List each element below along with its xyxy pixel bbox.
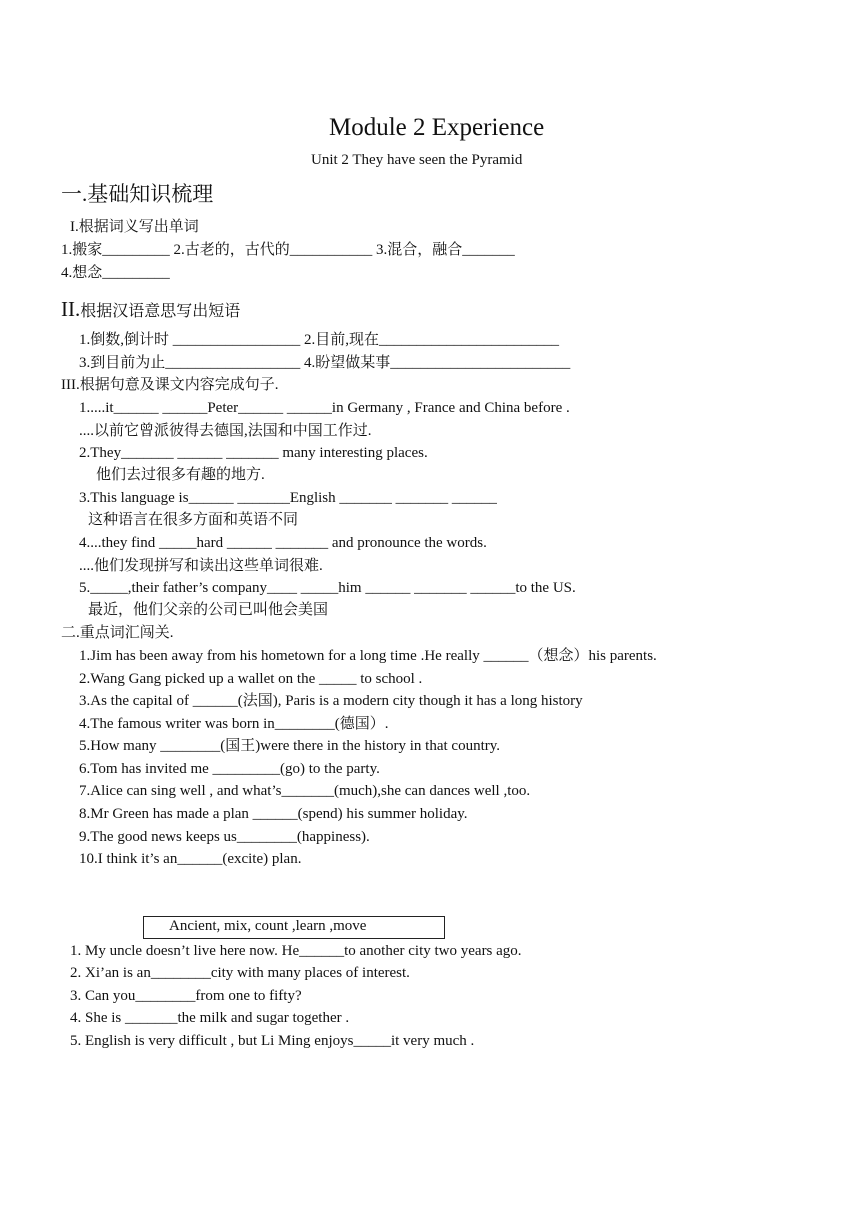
part3-line: 3.This language is______ _______English _______ _______ ______ bbox=[79, 490, 497, 506]
part3-line: 5._____,their father’s company____ _____him ______ _______ ______to the US. bbox=[79, 580, 576, 596]
part3-line: 1.....it______ ______Peter______ ______in Germany , France and China before . bbox=[79, 400, 570, 416]
section-heading-vocab: 二.重点词汇闯关. bbox=[61, 625, 174, 641]
part3-line: 2.They_______ ______ _______ many interesting places. bbox=[79, 445, 428, 461]
word-bank-box bbox=[143, 916, 445, 939]
part3-line: ....以前它曾派彼得去德国,法国和中国工作过. bbox=[79, 423, 372, 439]
part1-row: 4.想念_________ bbox=[61, 265, 170, 281]
part3-heading: III.根据句意及课文内容完成句子. bbox=[61, 377, 279, 393]
fill-line: 4. She is _______the milk and sugar together . bbox=[70, 1010, 350, 1026]
fill-line: 5. English is very difficult , but Li Ming enjoys_____it very much . bbox=[70, 1033, 475, 1049]
fill-line: 1. My uncle doesn’t live here now. He______to another city two years ago. bbox=[70, 943, 522, 959]
part2-row: 1.倒数,倒计时 _________________ 2.目前,现在________________________ bbox=[79, 332, 560, 348]
part2-row: 3.到目前为止__________________ 4.盼望做某事________________________ bbox=[79, 355, 571, 371]
part3-line: 这种语言在很多方面和英语不同 bbox=[88, 512, 299, 528]
part2-heading-num: II. bbox=[61, 297, 81, 321]
part2-heading bbox=[61, 297, 240, 322]
vocab-line: 10.I think it’s an______(excite) plan. bbox=[79, 851, 302, 867]
vocab-line: 9.The good news keeps us________(happiness). bbox=[79, 829, 370, 845]
part3-line: 他们去过很多有趣的地方. bbox=[96, 467, 265, 483]
page-title: Module 2 Experience bbox=[329, 114, 545, 141]
part1-row: 1.搬家_________ 2.古老的，古代的___________ 3.混合，融合_______ bbox=[61, 242, 515, 258]
vocab-line: 8.Mr Green has made a plan ______(spend) his summer holiday. bbox=[79, 806, 468, 822]
part3-line: 最近，他们父亲的公司已叫他会美国 bbox=[88, 602, 329, 618]
fill-line: 3. Can you________from one to fifty? bbox=[70, 988, 302, 1004]
page-subtitle: Unit 2 They have seen the Pyramid bbox=[311, 152, 523, 168]
part1-heading: I.根据词义写出单词 bbox=[70, 219, 199, 235]
vocab-line: 1.Jim has been away from his hometown for a long time .He really ______（想念）his parents. bbox=[79, 648, 657, 664]
fill-line: 2. Xi’an is an________city with many places of interest. bbox=[70, 965, 410, 981]
section-heading-basics: 一.基础知识梳理 bbox=[61, 182, 214, 206]
vocab-line: 6.Tom has invited me _________(go) to the party. bbox=[79, 761, 380, 777]
vocab-line: 5.How many ________(国王)were there in the history in that country. bbox=[79, 738, 501, 754]
part3-line: ....他们发现拼写和读出这些单词很难. bbox=[79, 558, 323, 574]
vocab-line: 7.Alice can sing well , and what’s_______(much),she can dances well ,too. bbox=[79, 783, 531, 799]
part2-heading-text: 根据汉语意思写出短语 bbox=[80, 303, 241, 320]
vocab-line: 3.As the capital of ______(法国), Paris is a modern city though it has a long history bbox=[79, 693, 583, 709]
vocab-line: 4.The famous writer was born in________(德国）. bbox=[79, 716, 389, 732]
part3-line: 4....they find _____hard ______ _______ and pronounce the words. bbox=[79, 535, 487, 551]
vocab-line: 2.Wang Gang picked up a wallet on the _____ to school . bbox=[79, 671, 423, 687]
word-bank-text: Ancient, mix, count ,learn ,move bbox=[169, 918, 367, 934]
